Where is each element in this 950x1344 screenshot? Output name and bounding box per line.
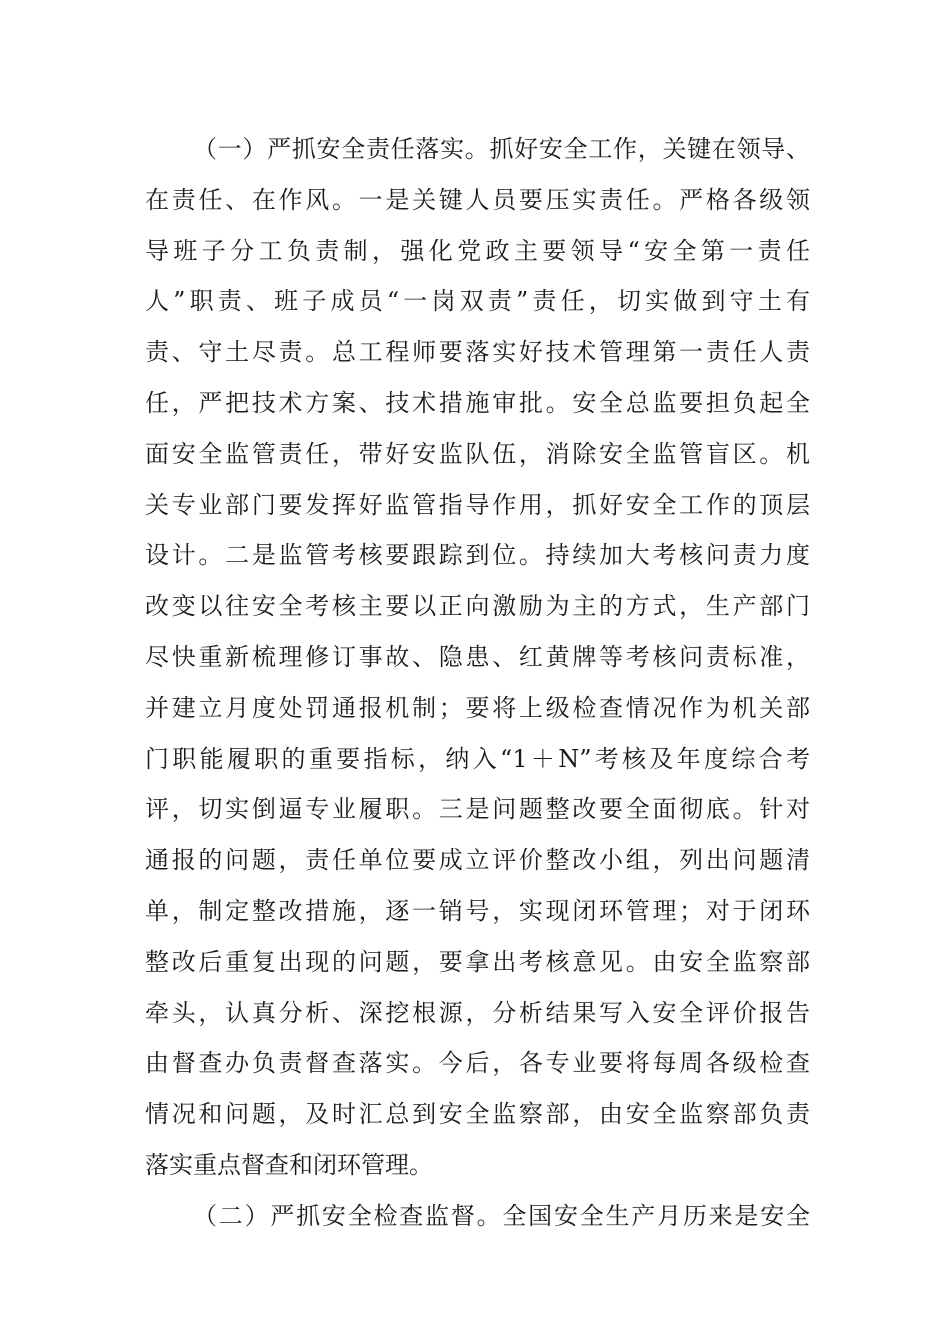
text-line: 任，严把技术方案、技术措施审批。安全总监要担负起全 xyxy=(145,388,810,417)
text-line: 关专业部门要发挥好监管指导作用，抓好安全工作的顶层 xyxy=(145,490,810,519)
text-line: 牵头，认真分析、深挖根源，分析结果写入安全评价报告 xyxy=(145,998,810,1027)
text-line: （二）严抓安全检查监督。全国安全生产月历来是安全 xyxy=(193,1201,810,1230)
text-line: 导班子分工负责制，强化党政主要领导“安全第一责任 xyxy=(145,236,810,265)
text-line: 由督查办负责督查落实。今后，各专业要将每周各级检查 xyxy=(145,1049,810,1078)
body-text xyxy=(145,124,810,1242)
text-line: 人”职责、班子成员“一岗双责”责任，切实做到守土有 xyxy=(145,287,810,316)
text-line: 整改后重复出现的问题，要拿出考核意见。由安全监察部 xyxy=(145,947,810,976)
text-line: 面安全监管责任，带好安监队伍，消除安全监管盲区。机 xyxy=(145,439,810,468)
text-line: 改变以往安全考核主要以正向激励为主的方式，生产部门 xyxy=(145,592,810,621)
text-line: 门职能履职的重要指标，纳入“1＋N”考核及年度综合考 xyxy=(145,744,810,773)
text-line: 尽快重新梳理修订事故、隐患、红黄牌等考核问责标准， xyxy=(145,642,810,671)
text-line: 落实重点督查和闭环管理。 xyxy=(145,1150,433,1179)
text-line: 情况和问题，及时汇总到安全监察部，由安全监察部负责 xyxy=(145,1100,810,1129)
text-line: （一）严抓安全责任落实。抓好安全工作，关键在领导、 xyxy=(193,135,810,163)
text-line: 设计。二是监管考核要跟踪到位。持续加大考核问责力度 xyxy=(145,541,810,570)
text-line: 责、守土尽责。总工程师要落实好技术管理第一责任人责 xyxy=(145,338,810,367)
text-line: 在责任、在作风。一是关键人员要压实责任。严格各级领 xyxy=(145,185,810,214)
text-line: 单，制定整改措施，逐一销号，实现闭环管理；对于闭环 xyxy=(145,896,810,925)
text-line: 评，切实倒逼专业履职。三是问题整改要全面彻底。针对 xyxy=(145,795,810,824)
text-line: 并建立月度处罚通报机制；要将上级检查情况作为机关部 xyxy=(145,693,810,722)
text-line: 通报的问题，责任单位要成立评价整改小组，列出问题清 xyxy=(145,846,810,875)
